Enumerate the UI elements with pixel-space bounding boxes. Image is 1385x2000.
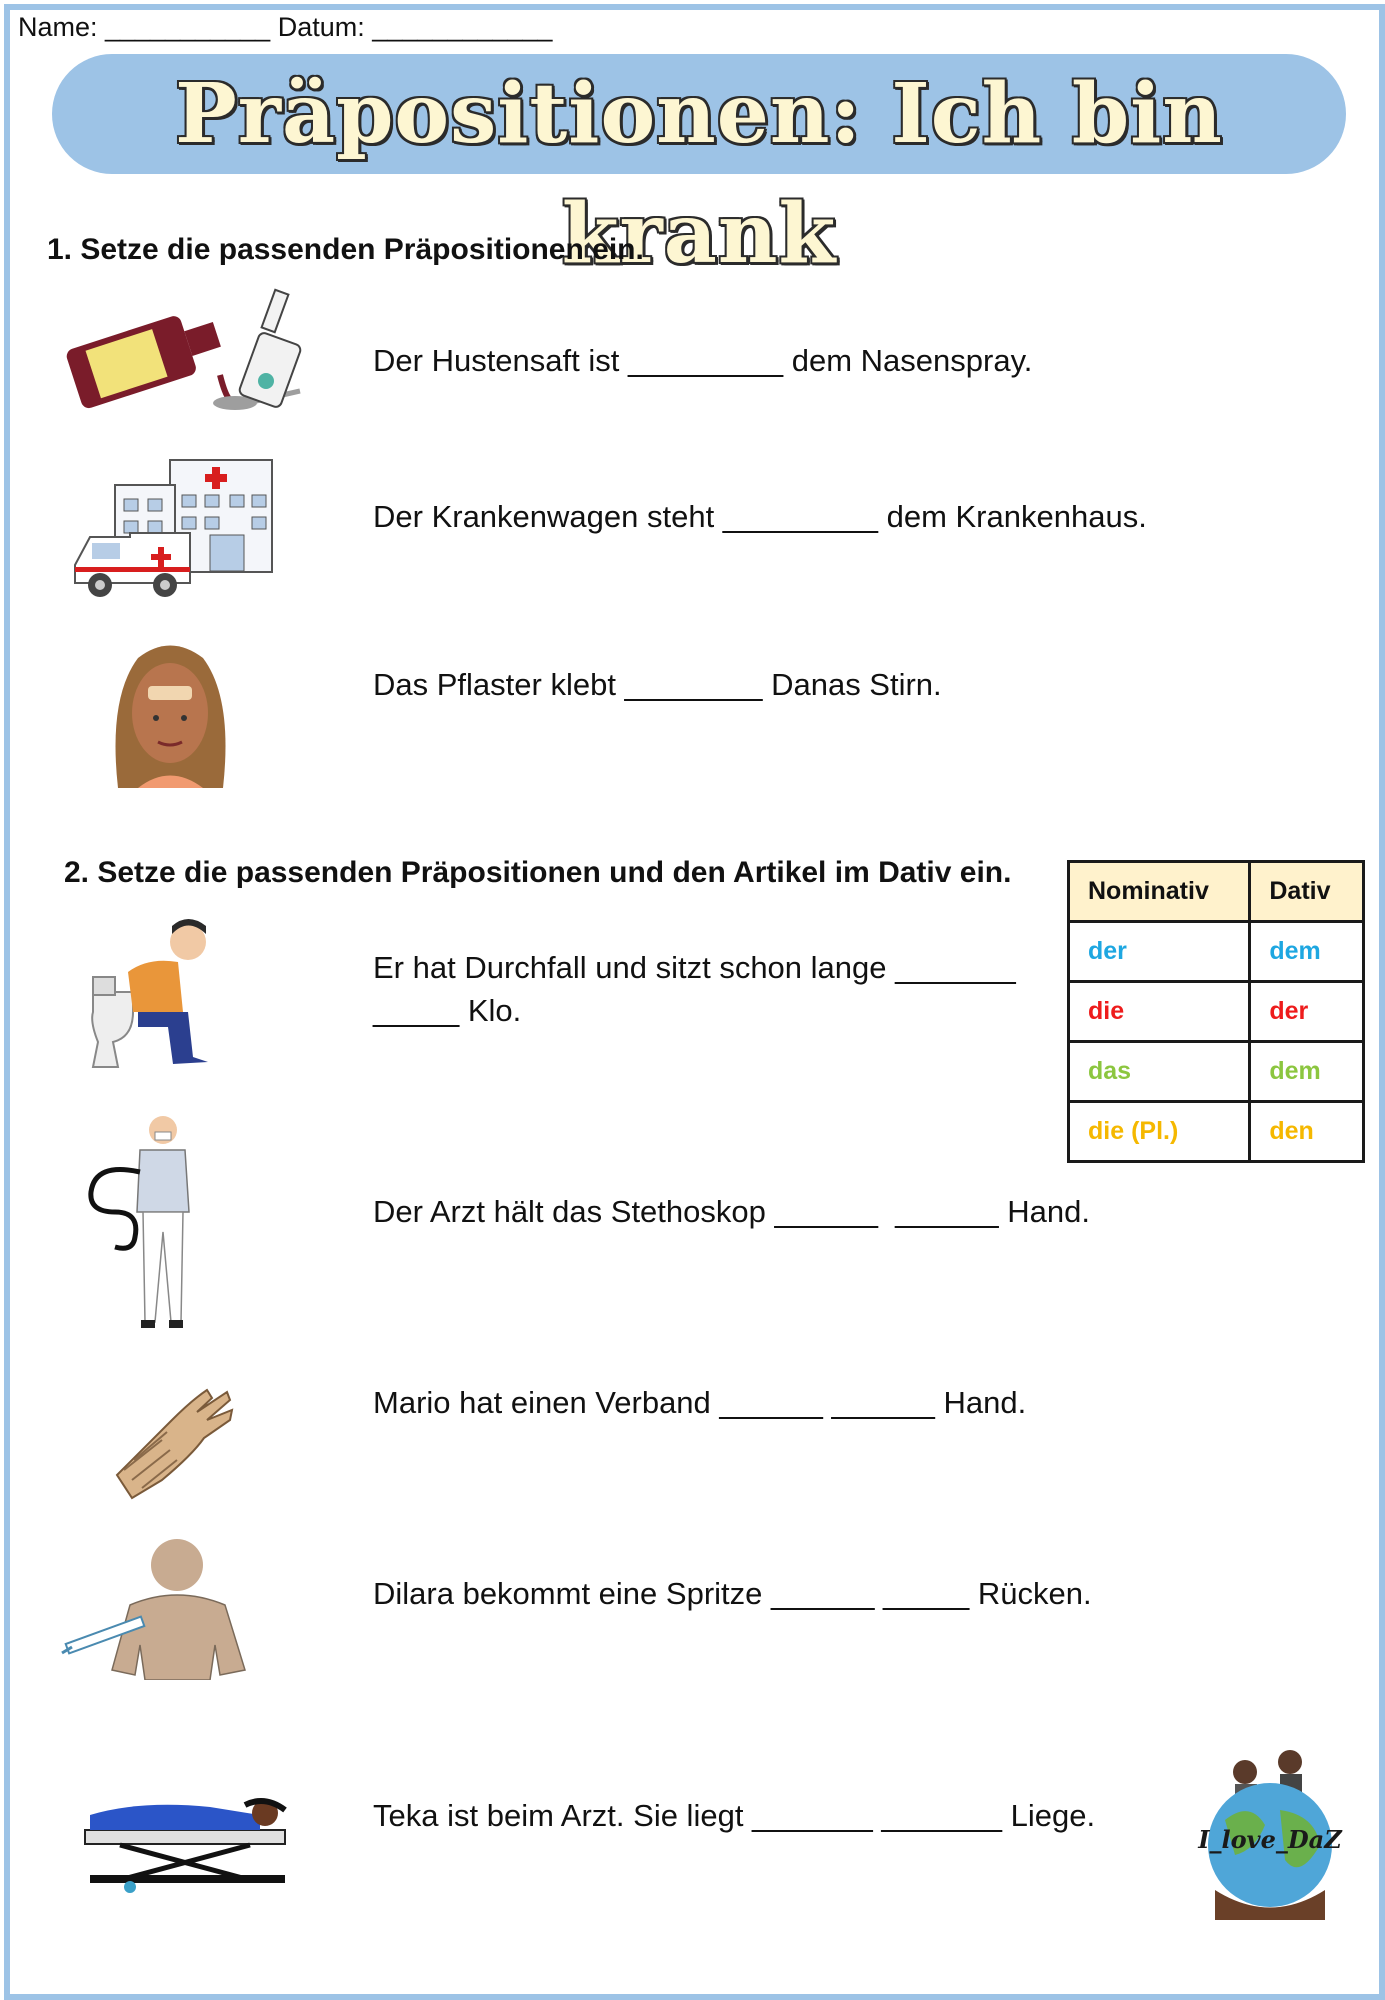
cell-nom: das [1069,1042,1250,1102]
article-table [1067,860,1365,1163]
sentence-2-2: Der Arzt hält das Stethoskop ______ ______ Hand. [373,1194,1090,1229]
patient-on-couch-illustration [80,1775,290,1895]
name-date-line [18,12,552,43]
logo-text: I_love_DaZ [1198,1825,1342,1854]
injection-back-illustration [60,1535,250,1680]
doctor-stethoscope-illustration [85,1112,220,1337]
sentence-2-4: Dilara bekommt eine Spritze ______ _____ Rücken. [373,1576,1092,1611]
table-row [1069,1042,1364,1102]
cell-dat: der [1250,982,1364,1042]
table-header-dativ: Dativ [1250,862,1364,922]
boy-on-toilet-illustration [88,912,223,1072]
sentence-2-3: Mario hat einen Verband ______ ______ Hand. [373,1385,1027,1420]
date-field[interactable]: Datum: ____________ [277,12,553,42]
sentence-2-5: Teka ist beim Arzt. Sie liegt _______ _______ Liege. [373,1798,1096,1833]
cell-dat: dem [1250,1042,1364,1102]
cell-nom: die (Pl.) [1069,1102,1250,1162]
task-2-heading: 2. Setze die passenden Präpositionen und den Artikel im Dativ ein. [64,856,1012,889]
sentence-1-3: Das Pflaster klebt ________ Danas Stirn. [373,667,942,702]
name-field[interactable]: Name: ___________ [18,12,271,42]
sentence-2-1: Er hat Durchfall und sitzt schon lange _______ _____ Klo. [373,950,1016,1028]
bandaged-hand-illustration [112,1380,237,1500]
girl-with-plaster-illustration [108,638,233,788]
table-row [1069,922,1364,982]
cough-syrup-illustration [60,285,340,415]
cell-dat: den [1250,1102,1364,1162]
sentence-1-1: Der Hustensaft ist _________ dem Nasenspray. [373,343,1033,378]
table-row [1069,982,1364,1042]
cell-nom: der [1069,922,1250,982]
table-header-nominativ: Nominativ [1069,862,1250,922]
cell-dat: dem [1250,922,1364,982]
task-1-heading: 1. Setze die passenden Präpositionen ein. [47,233,644,266]
page-title: Präpositionen: Ich bin krank [175,66,1223,282]
i-love-daz-logo [1195,1740,1345,1925]
cell-nom: die [1069,982,1250,1042]
table-row [1069,1102,1364,1162]
hospital-ambulance-illustration [70,455,280,600]
sentence-1-2: Der Krankenwagen steht _________ dem Krankenhaus. [373,499,1147,534]
